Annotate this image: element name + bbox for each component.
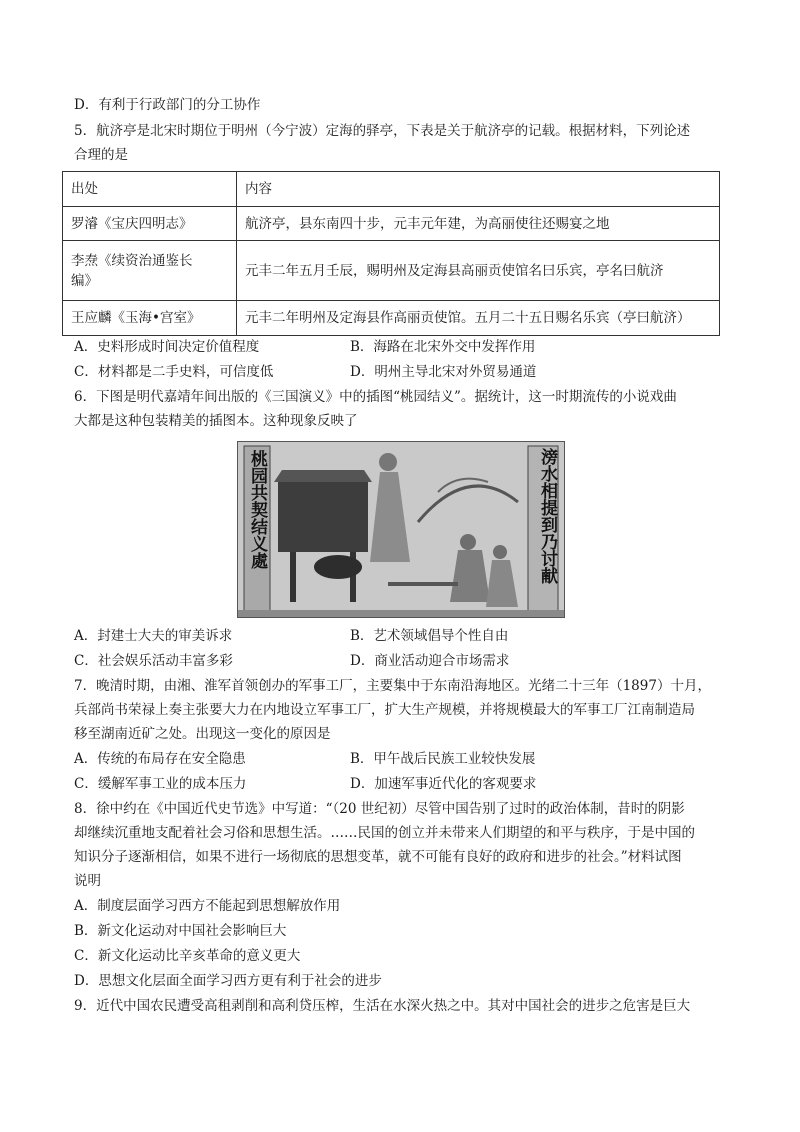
- q7-stem-line1: 7．晚清时期，由湘、淮军首领创办的军事工厂，主要集中于东南沿海地区。光绪二十三年（1897）十月，: [74, 678, 711, 694]
- q6-option-b: B．艺术领域倡导个性自由: [350, 628, 509, 644]
- table-cell-source: 罗濬《宝庆四明志》: [63, 207, 237, 241]
- q5-option-a: A．史料形成时间决定价值程度: [74, 339, 260, 355]
- q8-stem-line3: 知识分子逐渐相信，如果不进行一场彻底的思想变革，就不可能有良好的政府和进步的社会。”材料试图: [74, 849, 682, 865]
- q8-option-c: C．新文化运动比辛亥革命的意义更大: [74, 948, 301, 964]
- q6-option-c: C．社会娱乐活动丰富多彩: [74, 653, 233, 669]
- illustration-caption-left: 桃园共契结义處: [247, 450, 267, 569]
- q7-stem-line2: 兵部尚书荣禄上奏主张要大力在内地设立军事工厂，扩大生产规模，并将规模最大的军事工厂江南制造局: [74, 702, 695, 718]
- q8-stem-line2: 却继续沉重地支配着社会习俗和思想生活。……民国的创立并未带来人们期望的和平与秩序，于是中国的: [74, 825, 695, 841]
- q6-stem-line2: 大都是这种包装精美的插图本。这种现象反映了: [74, 413, 358, 429]
- q7-option-d: D．加速军事近代化的客观要求: [350, 776, 537, 792]
- woodblock-print-image: [238, 442, 564, 617]
- q7-stem-line3: 移至湖南近矿之处。出现这一变化的原因是: [74, 726, 331, 742]
- table-row: [63, 241, 720, 301]
- q8-option-d: D．思想文化层面全面学习西方更有利于社会的进步: [74, 973, 382, 989]
- q6-option-a: A．封建士大夫的审美诉求: [74, 628, 233, 644]
- q9-stem-line1: 9．近代中国农民遭受高租剥削和高利贷压榨，生活在水深火热之中。其对中国社会的进步之危害是巨大: [74, 998, 691, 1014]
- q7-option-b: B．甲午战后民族工业较快发展: [350, 751, 536, 767]
- q7-option-c: C．缓解军事工业的成本压力: [74, 776, 247, 792]
- q8-option-b: B．新文化运动对中国社会影响巨大: [74, 923, 287, 939]
- q6-option-d: D．商业活动迎合市场需求: [350, 653, 510, 669]
- q8-option-a: A．制度层面学习西方不能起到思想解放作用: [74, 898, 341, 914]
- q5-option-c: C．材料都是二手史料，可信度低: [74, 364, 274, 380]
- q6-stem-line1: 6．下图是明代嘉靖年间出版的《三国演义》中的插图“桃园结义”。据统计，这一时期流传的小说戏曲: [74, 389, 677, 405]
- table-cell-content: 元丰二年明州及定海县作高丽贡使馆。五月二十五日赐名乐宾（亭曰航济）: [237, 301, 720, 336]
- table-header-content: 内容: [237, 172, 720, 207]
- table-row: [63, 207, 720, 241]
- q5-stem-line1: 5．航济亭是北宋时期位于明州（今宁波）定海的驿亭，下表是关于航济亭的记载。根据材料，下列论述: [74, 123, 691, 139]
- q8-stem-line1: 8．徐中约在《中国近代史节选》中写道：“（20 世纪初）尽管中国告别了过时的政治体制，昔时的阴影: [74, 801, 685, 817]
- table-header-source: 出处: [63, 172, 237, 207]
- illustration-caption-right: 滂水相提到乃讨献: [537, 448, 557, 584]
- q8-stem-line4: 说明: [74, 873, 101, 889]
- q7-option-a: A．传统的布局存在安全隐患: [74, 751, 246, 767]
- table-cell-source: 王应麟《玉海•宫室》: [63, 301, 237, 336]
- q5-source-table: [62, 171, 720, 336]
- table-cell-source: 李焘《续资治通鉴长 编》: [63, 241, 237, 301]
- table-cell-content: 元丰二年五月壬辰，赐明州及定海县高丽贡使馆名曰乐宾，亭名曰航济: [237, 241, 720, 301]
- table-cell-content: 航济亭，县东南四十步，元丰元年建，为高丽使往还赐宴之地: [237, 207, 720, 241]
- q5-option-b: B．海路在北宋外交中发挥作用: [350, 339, 536, 355]
- q5-option-d: D．明州主导北宋对外贸易通道: [350, 364, 537, 380]
- option-d-q4: D．有利于行政部门的分工协作: [74, 97, 261, 113]
- table-row: [63, 301, 720, 336]
- peach-garden-illustration: [237, 441, 565, 618]
- q5-stem-line2: 合理的是: [74, 147, 128, 163]
